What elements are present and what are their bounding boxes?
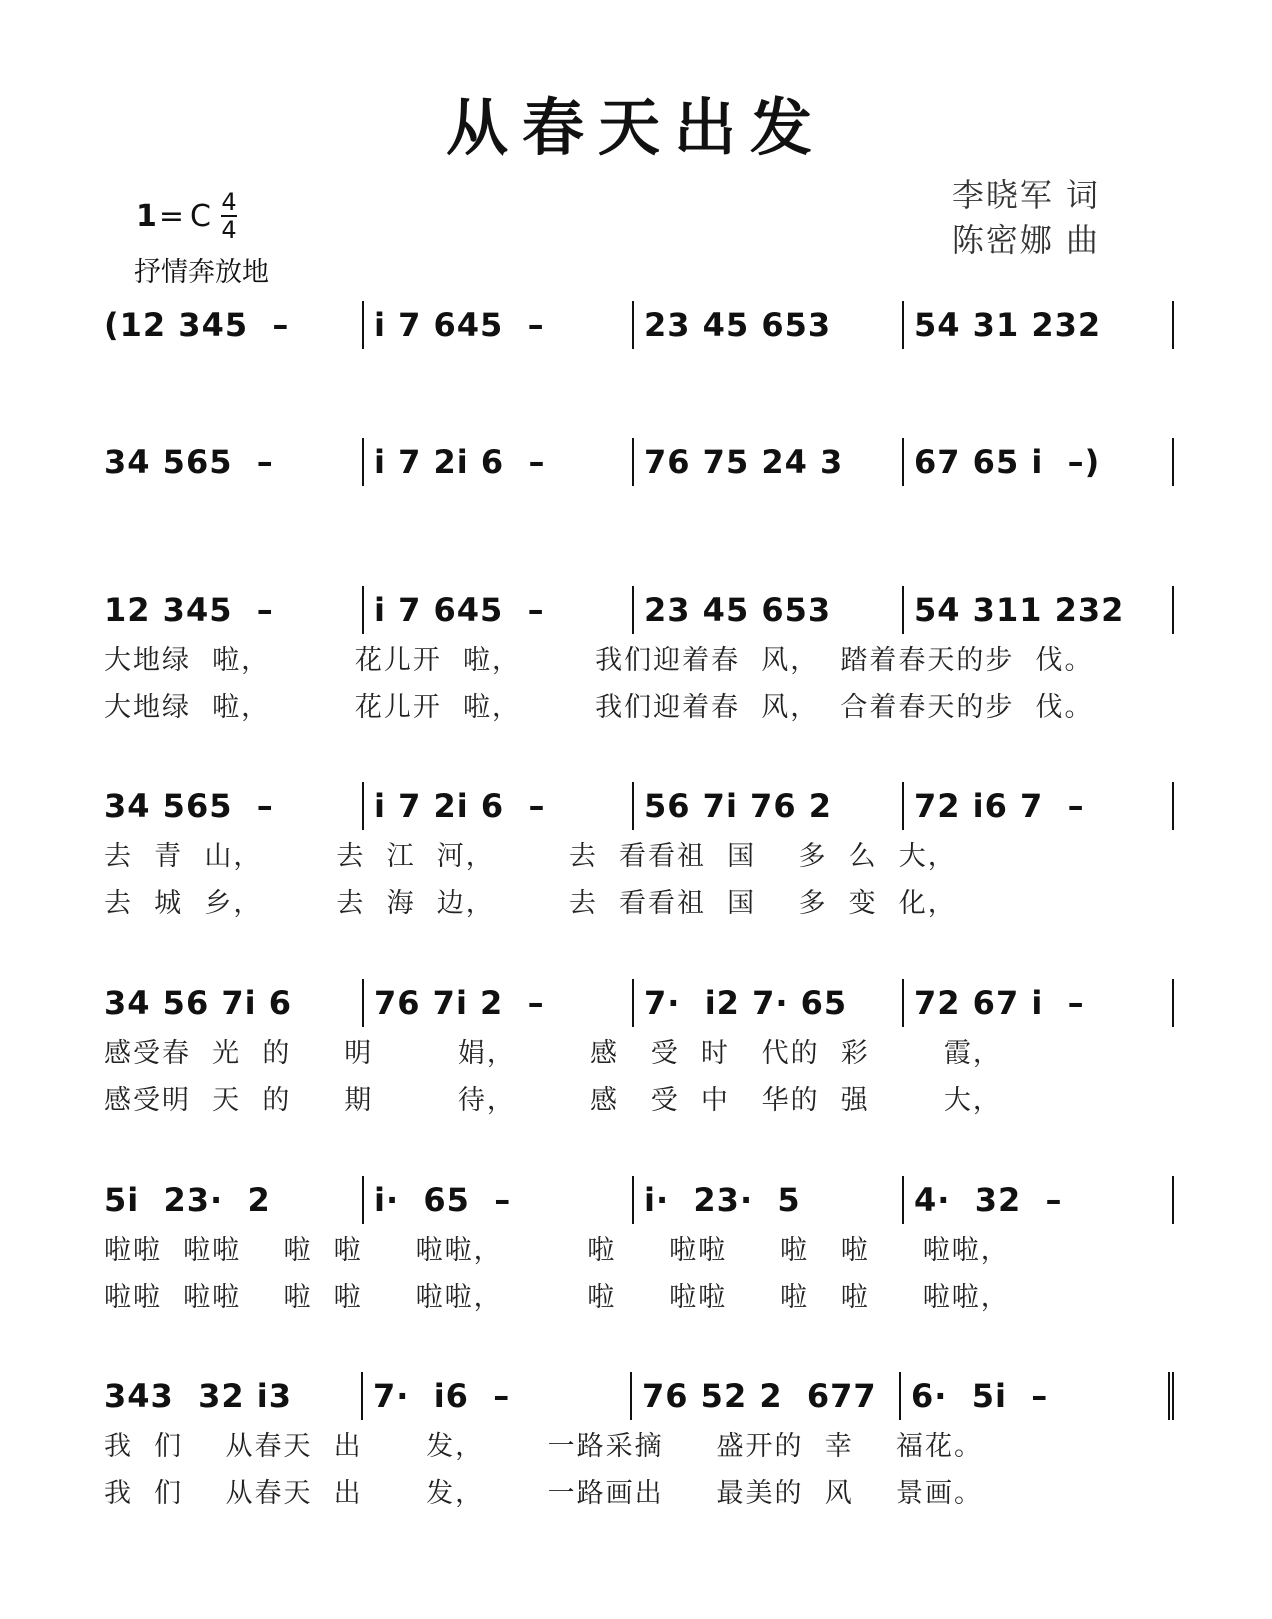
key-tonic: C — [190, 198, 211, 234]
key-equals: = — [158, 198, 185, 234]
system-5-lyric-1: 感受春 光 的 明 娟， 感 受 时 代的 彩 霞， — [104, 1038, 1002, 1069]
tempo-marking: 抒情奔放地 — [134, 257, 269, 288]
measure — [104, 782, 364, 830]
measure — [634, 438, 904, 486]
composer-credit: 陈密娜 曲 — [951, 221, 1100, 259]
system-6-lyric-2: 啦啦 啦啦 啦 啦 啦啦， 啦 啦啦 啦 啦 啦啦， — [104, 1282, 1010, 1313]
measure-notes: 23 45 653 — [644, 306, 832, 344]
key-signature — [136, 190, 237, 242]
measure-notes: 72 i6 7 – — [914, 787, 1085, 825]
measure-notes: i 7 2i 6 – — [374, 443, 546, 481]
system-2-notes — [104, 442, 1174, 482]
system-7-notes — [104, 1376, 1174, 1416]
measure — [104, 586, 364, 634]
system-7-lyric-1: 我 们 从春天 出 发， 一路采摘 盛开的 幸 福花。 — [104, 1431, 984, 1462]
measure — [634, 301, 904, 349]
measure — [904, 1176, 1174, 1224]
measure — [363, 1372, 632, 1420]
measure-notes: 67 65 i –) — [914, 443, 1101, 481]
time-signature — [221, 190, 237, 242]
measure-notes: 72 67 i – — [914, 984, 1085, 1022]
system-4-notes — [104, 786, 1174, 826]
time-beats: 4 — [221, 188, 237, 216]
measure — [904, 782, 1174, 830]
measure — [904, 586, 1174, 634]
measure-notes: i 7 645 – — [374, 591, 545, 629]
system-5-lyric-2: 感受明 天 的 期 待， 感 受 中 华的 强 大， — [104, 1085, 1002, 1116]
measure-notes: 5i 23· 2 — [104, 1181, 271, 1219]
measure-notes: 76 75 24 3 — [644, 443, 844, 481]
measure-notes: 54 311 232 — [914, 591, 1125, 629]
measure-notes: 34 56 7i 6 — [104, 984, 292, 1022]
measure-notes: i 7 2i 6 – — [374, 787, 546, 825]
measure — [904, 301, 1174, 349]
key-do: 1 — [136, 198, 157, 234]
measure — [634, 979, 904, 1027]
measure — [364, 979, 634, 1027]
measure — [364, 782, 634, 830]
measure — [364, 586, 634, 634]
measure-notes: 12 345 – — [104, 591, 274, 629]
measure — [364, 438, 634, 486]
measure-notes: 76 52 2 677 — [642, 1377, 877, 1415]
system-4-lyric-1: 去 青 山， 去 江 河， 去 看看祖 国 多 么 大， — [104, 841, 957, 872]
measure — [904, 979, 1174, 1027]
system-5-notes — [104, 983, 1174, 1023]
measure — [364, 301, 634, 349]
measure — [104, 438, 364, 486]
measure — [904, 438, 1174, 486]
measure-notes: 34 565 – — [104, 787, 274, 825]
system-3-lyric-2: 大地绿 啦， 花儿开 啦， 我们迎着春 风， 合着春天的步 伐。 — [104, 692, 1094, 723]
measure-notes: 76 7i 2 – — [374, 984, 545, 1022]
measure — [634, 586, 904, 634]
measure — [104, 979, 364, 1027]
measure-notes: 34 565 – — [104, 443, 274, 481]
measure-notes: i 7 645 – — [374, 306, 545, 344]
system-7-lyric-2: 我 们 从春天 出 发， 一路画出 最美的 风 景画。 — [104, 1478, 984, 1509]
time-unit: 4 — [221, 216, 237, 244]
system-1-notes — [104, 305, 1174, 345]
measure-notes: 7· i6 – — [373, 1377, 511, 1415]
measure — [364, 1176, 634, 1224]
measure — [104, 1372, 363, 1420]
measure — [632, 1372, 901, 1420]
measure-notes: i· 23· 5 — [644, 1181, 801, 1219]
system-3-notes — [104, 590, 1174, 630]
system-6-lyric-1: 啦啦 啦啦 啦 啦 啦啦， 啦 啦啦 啦 啦 啦啦， — [104, 1235, 1010, 1266]
measure-notes: 7· i2 7· 65 — [644, 984, 848, 1022]
measure-notes: 6· 5i – — [911, 1377, 1049, 1415]
measure-notes: (12 345 – — [104, 306, 290, 344]
measure-notes: 4· 32 – — [914, 1181, 1063, 1219]
measure — [104, 1176, 364, 1224]
measure — [104, 301, 364, 349]
system-3-lyric-1: 大地绿 啦， 花儿开 啦， 我们迎着春 风， 踏着春天的步 伐。 — [104, 645, 1094, 676]
measure-notes: 343 32 i3 — [104, 1377, 292, 1415]
system-4-lyric-2: 去 城 乡， 去 海 边， 去 看看祖 国 多 变 化， — [104, 888, 957, 919]
system-6-notes — [104, 1180, 1174, 1220]
measure — [634, 782, 904, 830]
song-title: 从春天出发 — [445, 91, 826, 164]
measure — [901, 1372, 1174, 1420]
measure-notes: 23 45 653 — [644, 591, 832, 629]
measure-notes: 54 31 232 — [914, 306, 1102, 344]
measure-notes: 56 7i 76 2 — [644, 787, 832, 825]
measure-notes: i· 65 – — [374, 1181, 512, 1219]
measure — [634, 1176, 904, 1224]
lyricist-credit: 李晓军 词 — [951, 176, 1100, 214]
